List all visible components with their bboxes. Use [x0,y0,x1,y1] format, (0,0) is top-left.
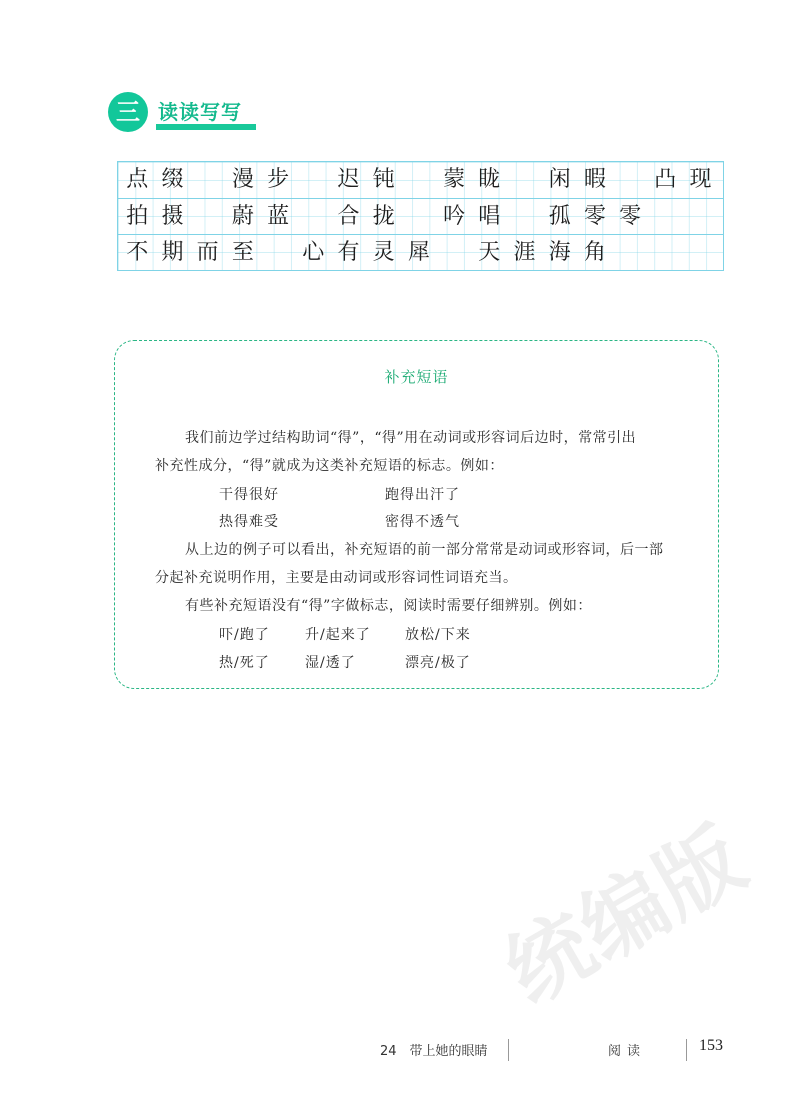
word-grid-cell [507,199,542,235]
footer-divider-1 [508,1039,509,1061]
example-1a: 干得很好 [219,487,279,503]
para1-line1: 我们前边学过结构助词“得”，“得”用在动词或形容词后边时，常常引出 [185,430,637,446]
word-grid-cell: 拍 [126,204,149,229]
word-grid-cell: 犀 [407,240,430,265]
para1-line2: 补充性成分，“得”就成为这类补充短语的标志。例如： [155,458,504,474]
word-grid-cell: 有 [337,240,360,265]
section-number: 三 [116,97,140,126]
footer-lesson: 24 带上她的眼睛 [380,1044,488,1059]
word-grid-cell: 闲 [548,167,571,192]
word-grid-cell [648,235,683,271]
word-grid-cell [402,162,437,198]
example-4a: 热/死了 [219,655,270,671]
example-3c: 放松/下来 [405,627,471,643]
para2-line2: 分起补充说明作用，主要是由动词或形容词性词语充当。 [155,570,518,586]
box-title: 补充短语 [384,368,449,386]
word-grid-cell: 至 [231,240,254,265]
word-grid-row-3 [118,234,723,271]
word-grid-cell: 步 [267,167,290,192]
word-grid-cell: 摄 [161,204,184,229]
word-grid-cell [648,199,683,235]
word-grid-cell: 天 [478,240,501,265]
word-grid-cell [613,235,648,271]
word-grid-cell: 眬 [478,167,501,192]
word-grid-cell: 合 [337,204,360,229]
section-title-underline [156,124,256,130]
example-4c: 漂亮/极了 [405,655,471,671]
word-grid-cell: 蒙 [443,167,466,192]
word-grid-cell: 灵 [372,240,395,265]
word-grid [117,161,724,271]
example-3a: 吓/跑了 [219,627,270,643]
word-grid-cell: 蔚 [231,204,254,229]
word-grid-cell: 涯 [513,240,536,265]
word-grid-cell: 缀 [161,167,184,192]
word-grid-cell: 海 [548,240,571,265]
section-number-badge [108,92,148,132]
word-grid-cell: 期 [161,240,184,265]
word-grid-cell [190,199,225,235]
word-grid-cell [613,162,648,198]
word-grid-cell: 吟 [443,204,466,229]
example-2b: 密得不透气 [385,514,460,530]
word-grid-cell [683,199,718,235]
section-title: 读读写写 [158,100,242,124]
example-2a: 热得难受 [219,514,279,530]
word-grid-cell: 零 [583,204,606,229]
watermark: 统编版 [489,807,763,1023]
example-3b: 升/起来了 [305,627,371,643]
word-grid-cell: 现 [689,167,712,192]
word-grid-cell: 拢 [372,204,395,229]
word-grid-cell: 钝 [372,167,395,192]
supplement-box [114,340,719,689]
word-grid-cell: 点 [126,167,149,192]
word-grid-cell [190,162,225,198]
word-grid-cell [296,162,331,198]
word-grid-cell: 而 [196,240,219,265]
word-grid-cell: 唱 [478,204,501,229]
word-grid-cell [437,235,472,271]
example-4b: 湿/透了 [305,655,356,671]
section-header [108,92,258,134]
word-grid-cell: 蓝 [267,204,290,229]
para3: 有些补充短语没有“得”字做标志，阅读时需要仔细辨别。例如： [185,598,592,614]
word-grid-cell: 孤 [548,204,571,229]
word-grid-cell: 不 [126,240,149,265]
word-grid-cell: 迟 [337,167,360,192]
word-grid-cell: 角 [583,240,606,265]
word-grid-cell: 心 [302,240,325,265]
word-grid-cell: 凸 [654,167,677,192]
word-grid-cell: 暇 [583,167,606,192]
word-grid-cell [261,235,296,271]
word-grid-row-1 [118,162,723,198]
word-grid-cell [296,199,331,235]
footer-divider-2 [686,1039,687,1061]
footer-section: 阅读 [608,1044,647,1059]
word-grid-cell [683,235,718,271]
example-1b: 跑得出汗了 [385,487,460,503]
word-grid-row-2 [118,198,723,235]
word-grid-cell: 漫 [231,167,254,192]
word-grid-cell: 零 [619,204,642,229]
word-grid-cell [402,199,437,235]
word-grid-cell [507,162,542,198]
page-number: 153 [699,1037,723,1054]
para2-line1: 从上边的例子可以看出，补充短语的前一部分常常是动词或形容词，后一部 [185,542,664,558]
